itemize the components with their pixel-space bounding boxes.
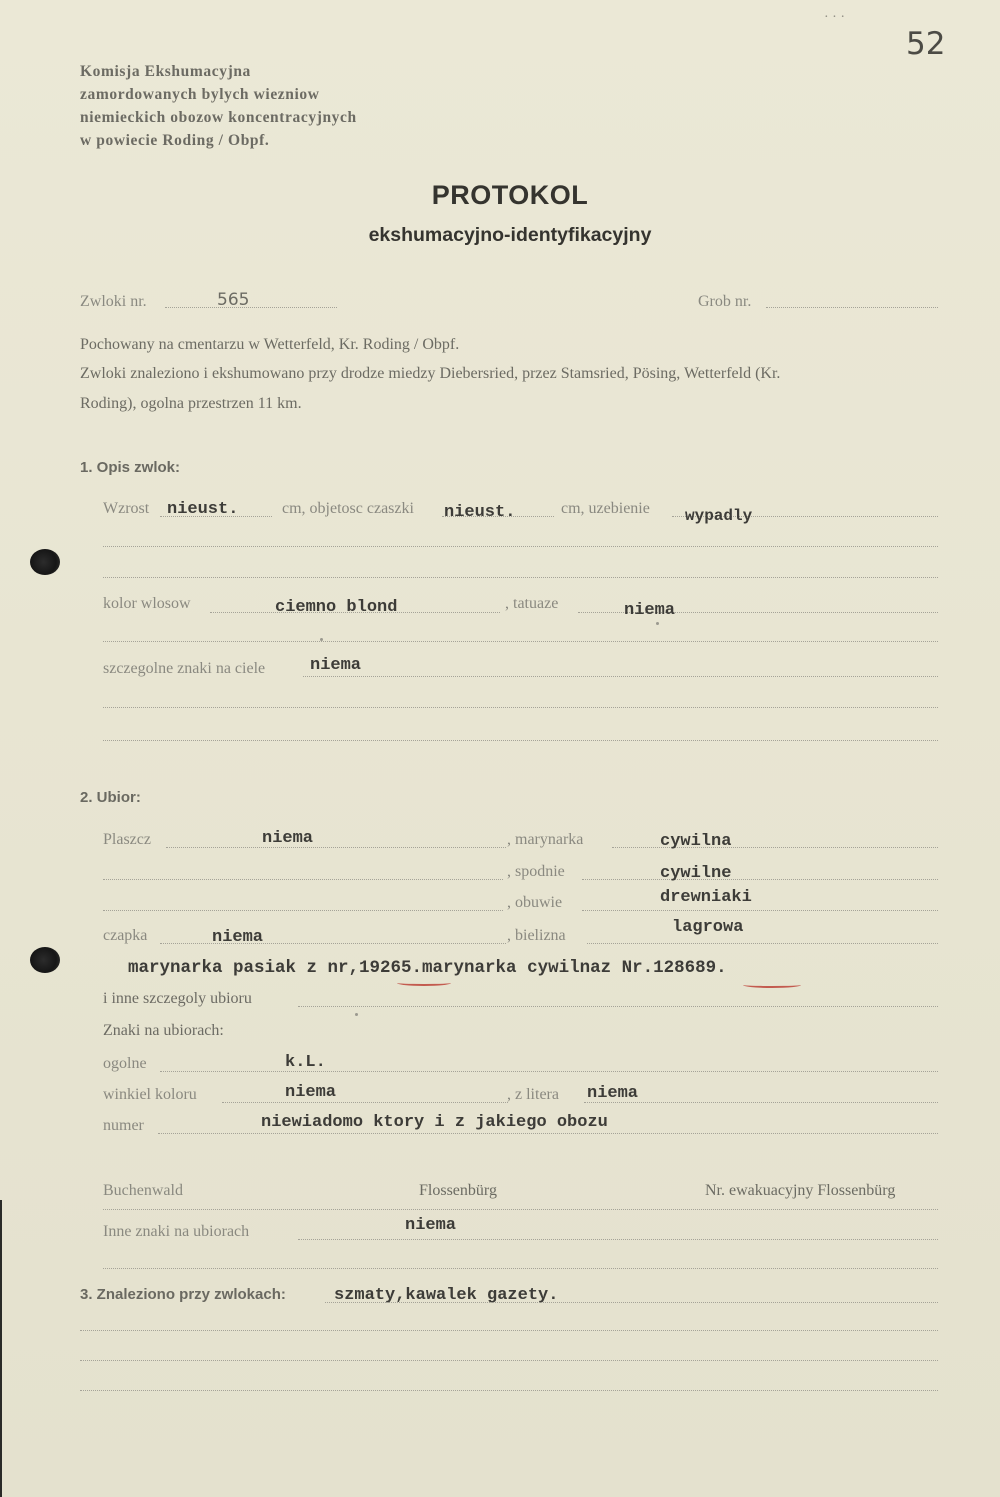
znaki-ciala-value: niema — [310, 656, 362, 675]
flossenburg-label: Flossenbürg — [419, 1182, 497, 1199]
blank-line-8 — [80, 1330, 938, 1331]
obuwie-label: , obuwie — [507, 894, 563, 911]
marynarka-label: , marynarka — [507, 831, 584, 848]
zwloki-number: 565 — [217, 290, 250, 310]
blank-line-2 — [103, 577, 938, 578]
czapka-label: czapka — [103, 927, 148, 944]
red-underline-128689 — [743, 982, 801, 988]
header-line-1: Komisja Ekshumacyjna — [80, 63, 251, 80]
header-line-4: w powiecie Roding / Obpf. — [80, 132, 270, 149]
numer-value: niewiadomo ktory i z jakiego obozu — [261, 1113, 608, 1132]
plaszcz-label: Plaszcz — [103, 831, 151, 848]
section-2-title: 2. Ubior: — [80, 789, 141, 806]
wzrost-value: nieust. — [167, 500, 239, 519]
obuwie-line — [582, 910, 938, 911]
red-underline-19265 — [397, 980, 451, 986]
wlosy-value: ciemno blond — [275, 598, 398, 617]
inne-znaki-line — [298, 1239, 938, 1240]
nr-ewakuacyjny-label: Nr. ewakuacyjny Flossenbürg — [705, 1182, 896, 1199]
litera-label: , z litera — [507, 1086, 559, 1103]
spodnie-line — [582, 879, 938, 880]
marynarka-value: cywilna — [660, 832, 732, 851]
winkiel-value: niema — [285, 1083, 337, 1102]
punch-hole-top — [30, 549, 60, 575]
burial-place-text: Pochowany na cmentarzu w Wetterfeld, Kr. Roding / Obpf. — [80, 336, 460, 353]
grob-line — [766, 307, 938, 308]
section-3-title: 3. Znaleziono przy zwlokach: — [80, 1286, 286, 1303]
punch-hole-bottom — [30, 947, 60, 973]
tatuaze-label: , tatuaze — [505, 595, 559, 612]
bielizna-line — [587, 943, 938, 944]
blank-line-6 — [103, 1209, 938, 1210]
ink-speck — [355, 1013, 358, 1016]
blank-line-5 — [103, 740, 938, 741]
czaszka-value: nieust. — [444, 503, 516, 522]
plaszcz-line — [166, 847, 506, 848]
blank-line-10 — [80, 1390, 938, 1391]
found-location-line-1: Zwloki znaleziono i ekshumowano przy drodze miedzy Diebersried, przez Stamsried, Pösing, Wetterfeld (Kr. — [80, 365, 781, 382]
ink-speck — [656, 622, 659, 625]
zwloki-label: Zwloki nr. — [80, 293, 147, 310]
header-line-2: zamordowanych bylych wiezniow — [80, 86, 320, 103]
spodnie-label: , spodnie — [507, 863, 565, 880]
blank-line-7 — [103, 1268, 938, 1269]
blank-line-3 — [103, 641, 938, 642]
found-location-line-2: Roding), ogolna przestrzen 11 km. — [80, 395, 302, 412]
znaki-ciala-label: szczegolne znaki na ciele — [103, 660, 266, 677]
litera-value: niema — [587, 1084, 639, 1103]
commission-header — [80, 60, 357, 152]
numer-label: numer — [103, 1117, 144, 1134]
ink-speck — [320, 638, 323, 641]
section-1-title: 1. Opis zwlok: — [80, 459, 181, 476]
blank-line-4 — [103, 707, 938, 708]
document-subtitle: ekshumacyjno-identyfikacyjny — [368, 224, 652, 246]
blank-line-1 — [103, 546, 938, 547]
inne-znaki-value: niema — [405, 1216, 457, 1235]
blank-line-9 — [80, 1360, 938, 1361]
znaki-ubiorach-heading: Znaki na ubiorach: — [103, 1022, 224, 1039]
inne-znaki-label: Inne znaki na ubiorach — [103, 1223, 250, 1240]
uzebienie-value: wypadly — [685, 507, 753, 525]
grob-label: Grob nr. — [698, 293, 752, 310]
buchenwald-label: Buchenwald — [103, 1182, 183, 1199]
inne-szczegoly-typed: marynarka pasiak z nr,19265.marynarka cywilnaz Nr.128689. — [128, 958, 727, 978]
ogolne-label: ogolne — [103, 1055, 147, 1072]
uzebienie-label: cm, uzebienie — [561, 500, 650, 517]
obuwie-value: drewniaki — [660, 888, 752, 907]
winkiel-label: winkiel koloru — [103, 1086, 197, 1103]
czapka-value: niema — [212, 928, 264, 947]
header-line-3: niemieckich obozow koncentracyjnych — [80, 109, 357, 126]
document-title: PROTOKOL — [431, 180, 589, 210]
inne-szczegoly-line — [298, 1006, 938, 1007]
ogolne-value: k.L. — [285, 1053, 326, 1072]
czaszka-label: cm, objetosc czaszki — [282, 500, 414, 517]
tatuaze-value: niema — [624, 601, 676, 620]
pencil-marks: · · · — [824, 10, 845, 25]
found-items-value: szmaty,kawalek gazety. — [334, 1286, 559, 1305]
wlosy-label: kolor wlosow — [103, 595, 191, 612]
numer-line — [158, 1133, 938, 1134]
page-number: 52 — [906, 26, 946, 62]
zwloki-line — [165, 307, 337, 308]
winkiel-line — [222, 1102, 508, 1103]
bielizna-value: lagrowa — [672, 918, 744, 937]
plaszcz-value: niema — [262, 829, 314, 848]
znaki-ciala-line — [303, 676, 938, 677]
inne-szczegoly-label: i inne szczegoly ubioru — [103, 990, 252, 1007]
found-items-line — [325, 1302, 938, 1303]
spodnie-value: cywilne — [660, 864, 732, 883]
obuwie-left-line — [103, 910, 503, 911]
wzrost-label: Wzrost — [103, 500, 150, 517]
scan-edge — [0, 1200, 2, 1497]
bielizna-label: , bielizna — [507, 927, 566, 944]
ogolne-line — [160, 1071, 938, 1072]
spodnie-left-line — [103, 879, 503, 880]
